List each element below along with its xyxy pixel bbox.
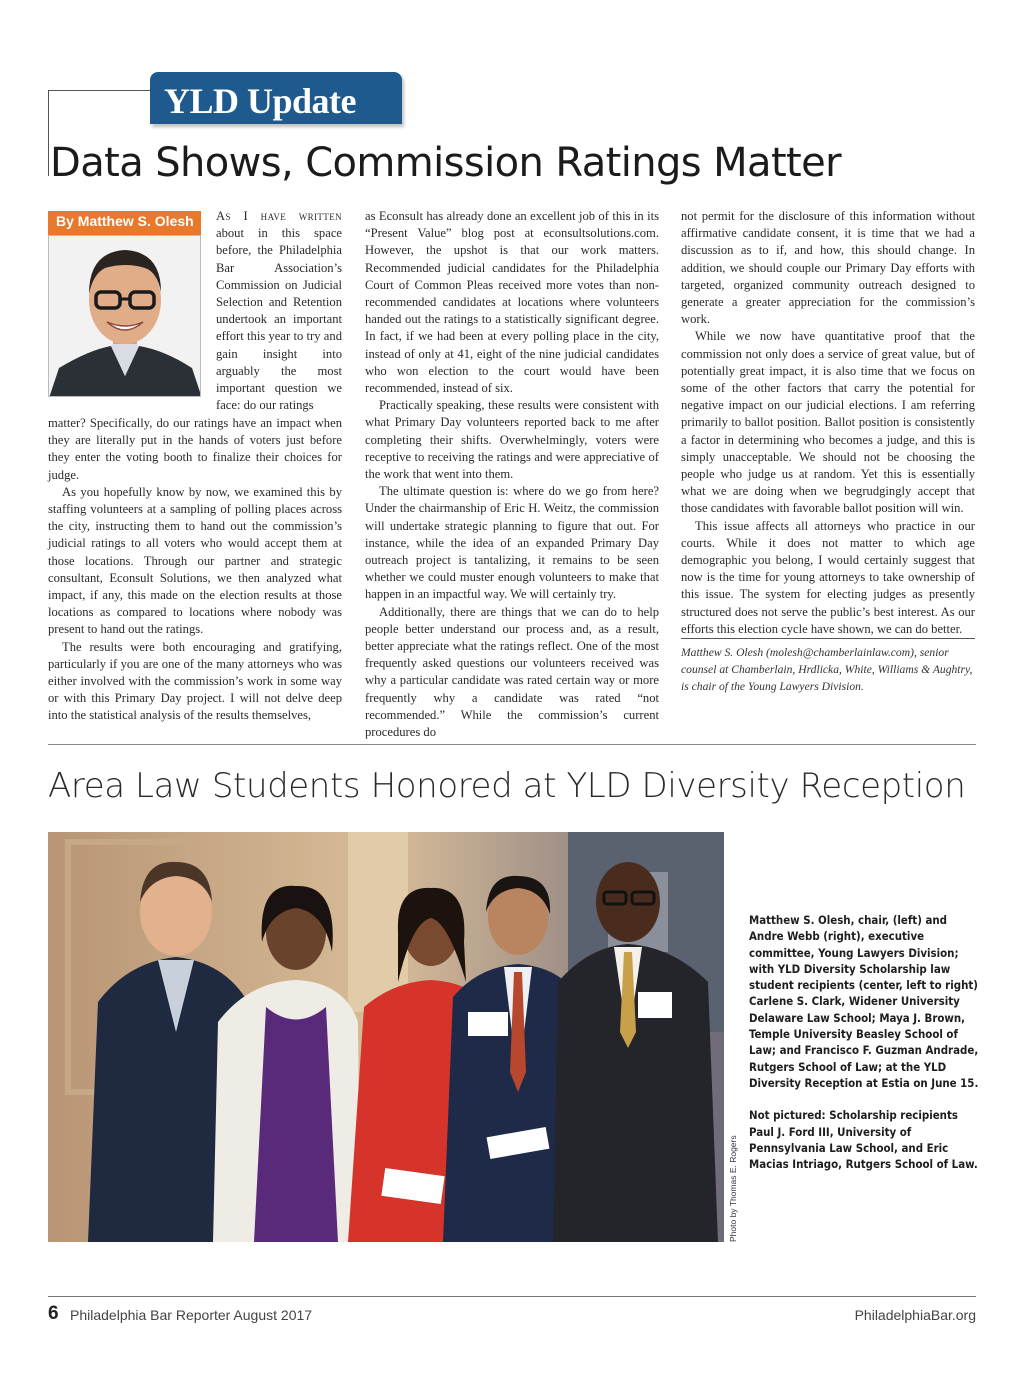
article-paragraph: matter? Specifically, do our ratings have an impact when they are literally put in the hands of voters just before they enter the voting booth to finalize their choices for judge. (48, 416, 342, 482)
article-paragraph: The results were both encouraging and gratifying, particularly if you are one of the many attorneys who was either involved with the commission’s work in some way or with this Primary Day project. I will not delve deep into the statistical analysis of the results themselves, (48, 639, 342, 723)
article-dropcap: As I have written (216, 209, 342, 223)
byline-text: By Matthew S. Olesh (56, 213, 194, 229)
article-paragraph: This issue affects all attorneys who practice in our courts. While it does not matter to which age demographic you belong, I would certainly suggest that now is the time for young attorneys to take ownership of this issue. The system for electing judges as presently structured does not serve the public’s best interest. As our efforts this election cycle have shown, we can do better. (681, 518, 975, 636)
footer-divider (48, 1296, 976, 1297)
caption-paragraph: Matthew S. Olesh, chair, (left) and Andre Webb (right), executive committee, Young Lawyers Division; with YLD Diversity Scholarship law student recipients (center, left to right) Carlene S. Clark, Widener University Delaware Law School; Maya J. Brown, Temple University Beasley School of Law; and Francisco F. Guzman Andrade, Rutgers School of Law; at the YLD Diversity Reception at Estia on June 15. (749, 913, 979, 1090)
photo-credit-text: Photo by Thomas E. Rogers (728, 1135, 738, 1242)
article-paragraph: Additionally, there are things that we can do to help people better understand our process and, as a result, better appreciate what the ratings reflect. One of the most frequently asked questions our volunteers received was why a particular candidate was rated certain way or more frequently why a candidate was rated “not recommended.” While the commission’s current procedures do (365, 604, 659, 740)
article-column-3 (681, 208, 975, 638)
article-paragraph: While we now have quantitative proof that the commission not only does a service of great value, but of potentially great impact, it is also time that we focus on some of the other factors that carry the potential for negative impact on our judicial elections. I am referring primarily to ballot position. Ballot position is consistently a factor in determining who becomes a judge, and this is simply unacceptable. We should not be choosing the people who judge us at random. Yet this is essentially what we are doing when we begrudgingly accept that those candidates with favorable ballot position will win. (681, 329, 975, 516)
photo-caption (749, 912, 979, 1188)
footer-website-link[interactable]: PhiladelphiaBar.org (854, 1307, 976, 1323)
photo-credit (726, 1135, 742, 1242)
author-bio: Matthew S. Olesh (molesh@chamberlainlaw.com), senior counsel at Chamberlain, Hrdlicka, White, Williams & Aughtry, is chair of the Young Lawyers Division. (681, 646, 973, 694)
section-tab-label: YLD Update (164, 81, 357, 121)
bio-divider (681, 638, 975, 639)
section-2-headline: Area Law Students Honored at YLD Diversity Reception (48, 766, 966, 806)
article-paragraph (216, 208, 342, 414)
article-column-2 (365, 208, 659, 741)
section-divider (48, 744, 976, 745)
author-photo (48, 235, 201, 397)
article-paragraph: not permit for the disclosure of this information without affirmative candidate consent, it is time that we had a discussion as to if, and how, this should change. In addition, we should couple our Primary Day efforts with targeted, organized community outreach designed to generate a greater appreciation for the commission’s work. (681, 209, 975, 327)
caption-paragraph: Not pictured: Scholarship recipients Paul J. Ford III, University of Pennsylvania Law School, and Eric Macias Intriago, Rutgers School of Law. (749, 1108, 978, 1172)
article-paragraph: Practically speaking, these results were consistent with what Primary Day volunteers reported back to me after completing their shifts. Overwhelmingly, voters were receptive to receiving the ratings and were appreciative of the work that went into them. (365, 398, 659, 482)
author-portrait-illustration (49, 236, 201, 397)
byline-bar (48, 211, 201, 235)
page-number: 6 (48, 1303, 59, 1324)
group-photo (48, 832, 724, 1242)
footer-publication: Philadelphia Bar Reporter August 2017 (70, 1307, 313, 1323)
article-headline: Data Shows, Commission Ratings Matter (50, 140, 841, 186)
section-tab (150, 72, 402, 124)
article-column-1-bottom (48, 415, 342, 725)
article-paragraph: as Econsult has already done an excellent job of this in its “Present Value” blog post at econsultsolutions.com. However, the upshot is that our work matters. Recommended judicial candidates for the Philadelphia Court of Common Pleas received more votes than non-recommended candidates at locations where volunteers handed out the ratings to a statistically significant degree. In fact, if we had been at every polling place in the city, instead of only at 41, eight of the nine judicial candidates who won election to the court would have been recommended, instead of six. (365, 209, 659, 396)
article-paragraph: The ultimate question is: where do we go from here? Under the chairmanship of Eric H. Weitz, the commission will undertake strategic planning to figure that out. For instance, while the idea of an expanded Primary Day outreach project is tantalizing, it remains to be seen whether we could muster enough volunteers to make that happen in an impactful way. We will certainly try. (365, 484, 659, 602)
group-photo-illustration (48, 832, 724, 1242)
article-paragraph-text: about in this space before, the Philadelphia Bar Association’s Commission on Judicial Selection and Retention undertook an important effort this year to try and gain insight into arguably the most important question we face: do our ratings (216, 226, 342, 413)
article-paragraph: As you hopefully know by now, we examined this by staffing volunteers at a sampling of polling places across the city, instructing them to hand out the commission’s judicial ratings to all voters who would accept them at those locations. Through our partner and strategic consultant, Econsult Solutions, we then analyzed what impact, if any, this made on the election results at those locations as compared to locations where nobody was present to hand out the ratings. (48, 484, 342, 637)
article-column-1-top (216, 208, 342, 414)
